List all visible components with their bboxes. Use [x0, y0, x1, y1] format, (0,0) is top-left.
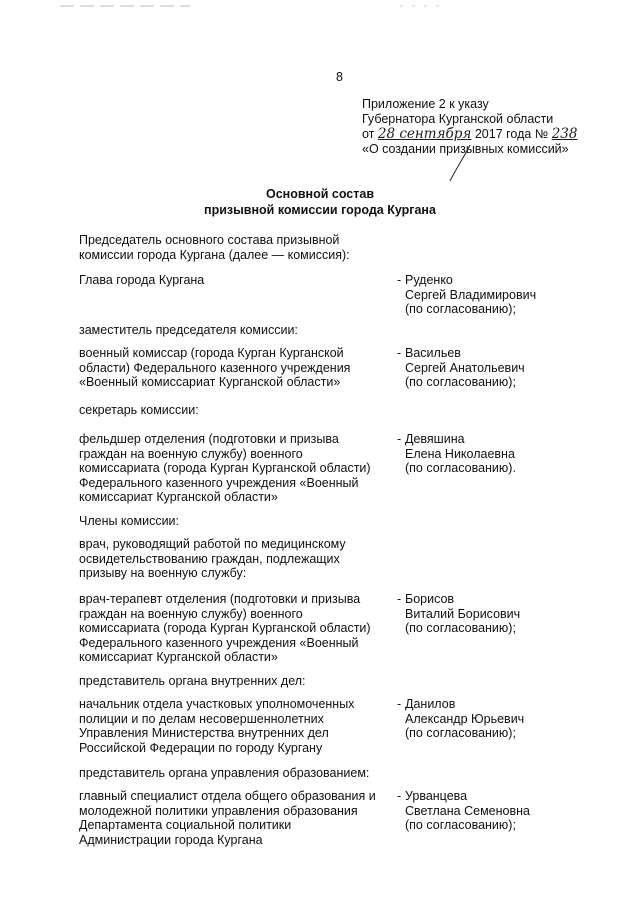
- appendix-date-line: [362, 127, 622, 142]
- position-line: «Военный комиссариат Курганской области»: [79, 375, 341, 389]
- person-note: (по согласованию);: [405, 818, 516, 832]
- person-name: Светлана Семеновна: [405, 803, 530, 818]
- handwritten-date: 28 сентября: [377, 126, 472, 142]
- person-name: Сергей Владимирович: [405, 287, 537, 302]
- dash-mark: -: [397, 432, 402, 446]
- person-name: Александр Юрьевич: [405, 711, 525, 726]
- heading-members: [79, 514, 639, 529]
- position-line: молодежной политики управления образования: [79, 803, 358, 818]
- appendix-date-prefix: от: [362, 127, 375, 141]
- section-heading: освидетельствованию граждан, подлежащих: [79, 551, 340, 566]
- person-surname: Борисов: [405, 592, 455, 606]
- handwriting-stroke: [440, 143, 480, 183]
- position-line: Администрации города Кургана: [79, 832, 263, 847]
- page-number: 8: [336, 70, 343, 84]
- position-line: фельдшер отделения (подготовки и призыва: [79, 432, 339, 446]
- heading-deputy: [79, 323, 639, 338]
- appendix-line-2: Губернатора Курганской области: [362, 112, 554, 126]
- dash-mark: -: [397, 346, 402, 360]
- section-heading: призыву на военную службу:: [79, 566, 247, 580]
- position-line: комиссариат Курганской области»: [79, 650, 278, 664]
- section-heading: секретарь комиссии:: [79, 403, 199, 417]
- position-line: комиссариата (города Курган Курганской области): [79, 461, 371, 475]
- dash-mark: -: [397, 273, 402, 287]
- position-line: главный специалист отдела общего образования и: [79, 789, 376, 803]
- heading-education: [79, 766, 639, 781]
- person-note: (по согласованию);: [405, 375, 516, 389]
- dash-mark: -: [397, 789, 402, 803]
- person-note: (по согласованию);: [405, 621, 516, 635]
- intro-line: Председатель основного состава призывной: [79, 233, 340, 247]
- intro-text: [79, 233, 639, 262]
- person-note: (по согласованию).: [405, 461, 516, 475]
- position-line: Управления Министерства внутренних дел: [79, 726, 329, 740]
- section-heading: врач, руководящий работой по медицинскому: [79, 537, 346, 551]
- section-heading: Члены комиссии:: [79, 514, 180, 528]
- position-line: врач-терапевт отделения (подготовки и призыва: [79, 592, 361, 606]
- position-line: комиссариата (города Курган Курганской области): [79, 621, 371, 635]
- person-surname: Данилов: [405, 697, 456, 711]
- title-line-1: Основной состав: [265, 187, 375, 201]
- heading-doctor: [79, 537, 639, 581]
- position-line: полиции и по делам несовершеннолетних: [79, 711, 324, 726]
- person-surname: Девяшина: [405, 432, 465, 446]
- appendix-line-1: Приложение 2 к указу: [362, 97, 489, 111]
- appendix-line-4: «О создании призывных комиссий»: [362, 142, 569, 156]
- section-heading: заместитель председателя комиссии:: [79, 323, 298, 337]
- section-heading: представитель органа внутренних дел:: [79, 674, 306, 688]
- person-name: Елена Николаевна: [405, 446, 515, 461]
- position-line: комиссариат Курганской области»: [79, 490, 278, 504]
- intro-line: комиссии города Кургана (далее — комиссия):: [79, 247, 350, 262]
- appendix-block: [362, 97, 622, 157]
- person-surname: Руденко: [405, 273, 453, 287]
- heading-secretary: [79, 403, 639, 418]
- dash-mark: -: [397, 592, 402, 606]
- person-name: Сергей Анатольевич: [405, 360, 525, 375]
- position-line: Департамента социальной политики: [79, 818, 292, 832]
- section-heading: представитель органа управления образованием:: [79, 766, 370, 780]
- title-line-2: призывной комиссии города Кургана: [204, 203, 436, 217]
- position-line: Глава города Кургана: [79, 273, 205, 287]
- dash-mark: -: [397, 697, 402, 711]
- person-surname: Васильев: [405, 346, 461, 360]
- person-note: (по согласованию);: [405, 726, 516, 740]
- position-line: Российской Федерации по городу Кургану: [79, 740, 323, 755]
- position-line: начальник отдела участковых уполномоченных: [79, 697, 355, 711]
- position-line: области) Федерального казенного учреждения: [79, 360, 351, 375]
- person-name: Виталий Борисович: [405, 606, 521, 621]
- appendix-date-suffix: 2017 года №: [474, 127, 549, 141]
- position-line: Федерального казенного учреждения «Военный: [79, 635, 359, 650]
- position-line: граждан на военную службу) военного: [79, 446, 303, 461]
- scan-top-edge: [0, 5, 640, 8]
- position-line: Федерального казенного учреждения «Военный: [79, 475, 359, 490]
- person-note: (по согласованию);: [405, 302, 516, 316]
- heading-police: [79, 674, 639, 689]
- person-surname: Урванцева: [405, 789, 468, 803]
- handwritten-number: 238: [551, 126, 578, 142]
- position-line: военный комиссар (города Курган Курганской: [79, 346, 344, 360]
- position-line: граждан на военную службу) военного: [79, 606, 303, 621]
